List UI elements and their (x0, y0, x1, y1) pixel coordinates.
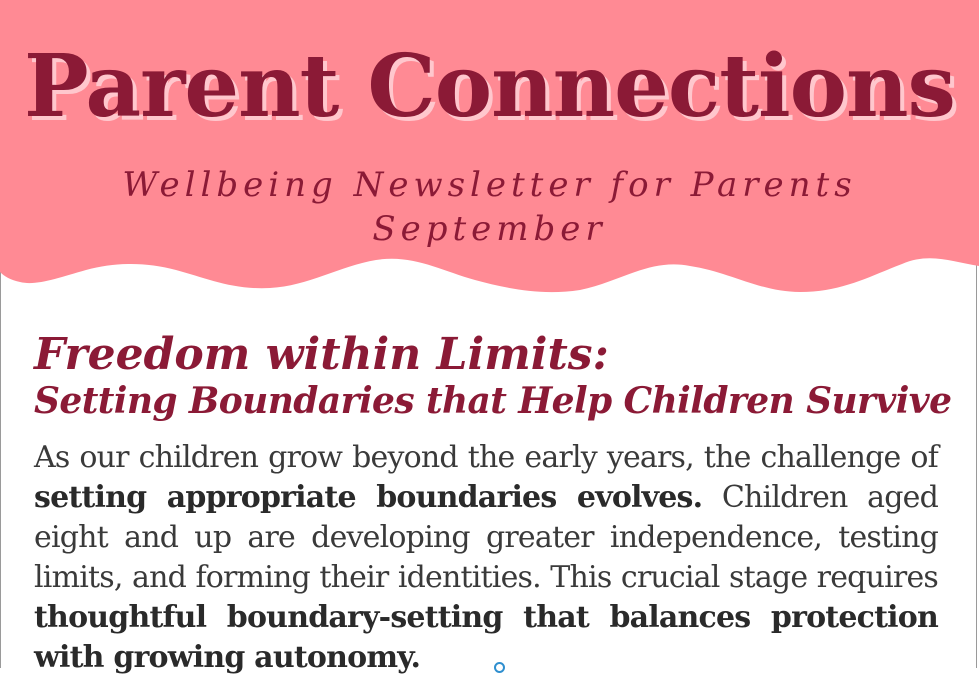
paragraph-emphasis: setting appropriate boundaries evolves. (34, 480, 703, 515)
article-headline: Freedom within Limits: (34, 329, 609, 380)
paragraph-text: Children aged eight and up are developing greater independence, testing limits, and forming their identities. This crucial stage requires (34, 480, 938, 595)
newsletter-month: September (372, 209, 607, 249)
paragraph-text: As our children grow beyond the early years, the challenge of (34, 440, 938, 475)
newsletter-subtitle: Wellbeing Newsletter for Parents (122, 165, 857, 205)
paragraph-emphasis: thoughtful boundary-setting that balances protection with growing autonomy. (34, 600, 938, 675)
newsletter-title: Parent Connections (24, 36, 955, 137)
header-banner (0, 0, 979, 300)
article-paragraph (34, 438, 938, 678)
article-subheadline: Setting Boundaries that Help Children Survive (34, 380, 952, 422)
